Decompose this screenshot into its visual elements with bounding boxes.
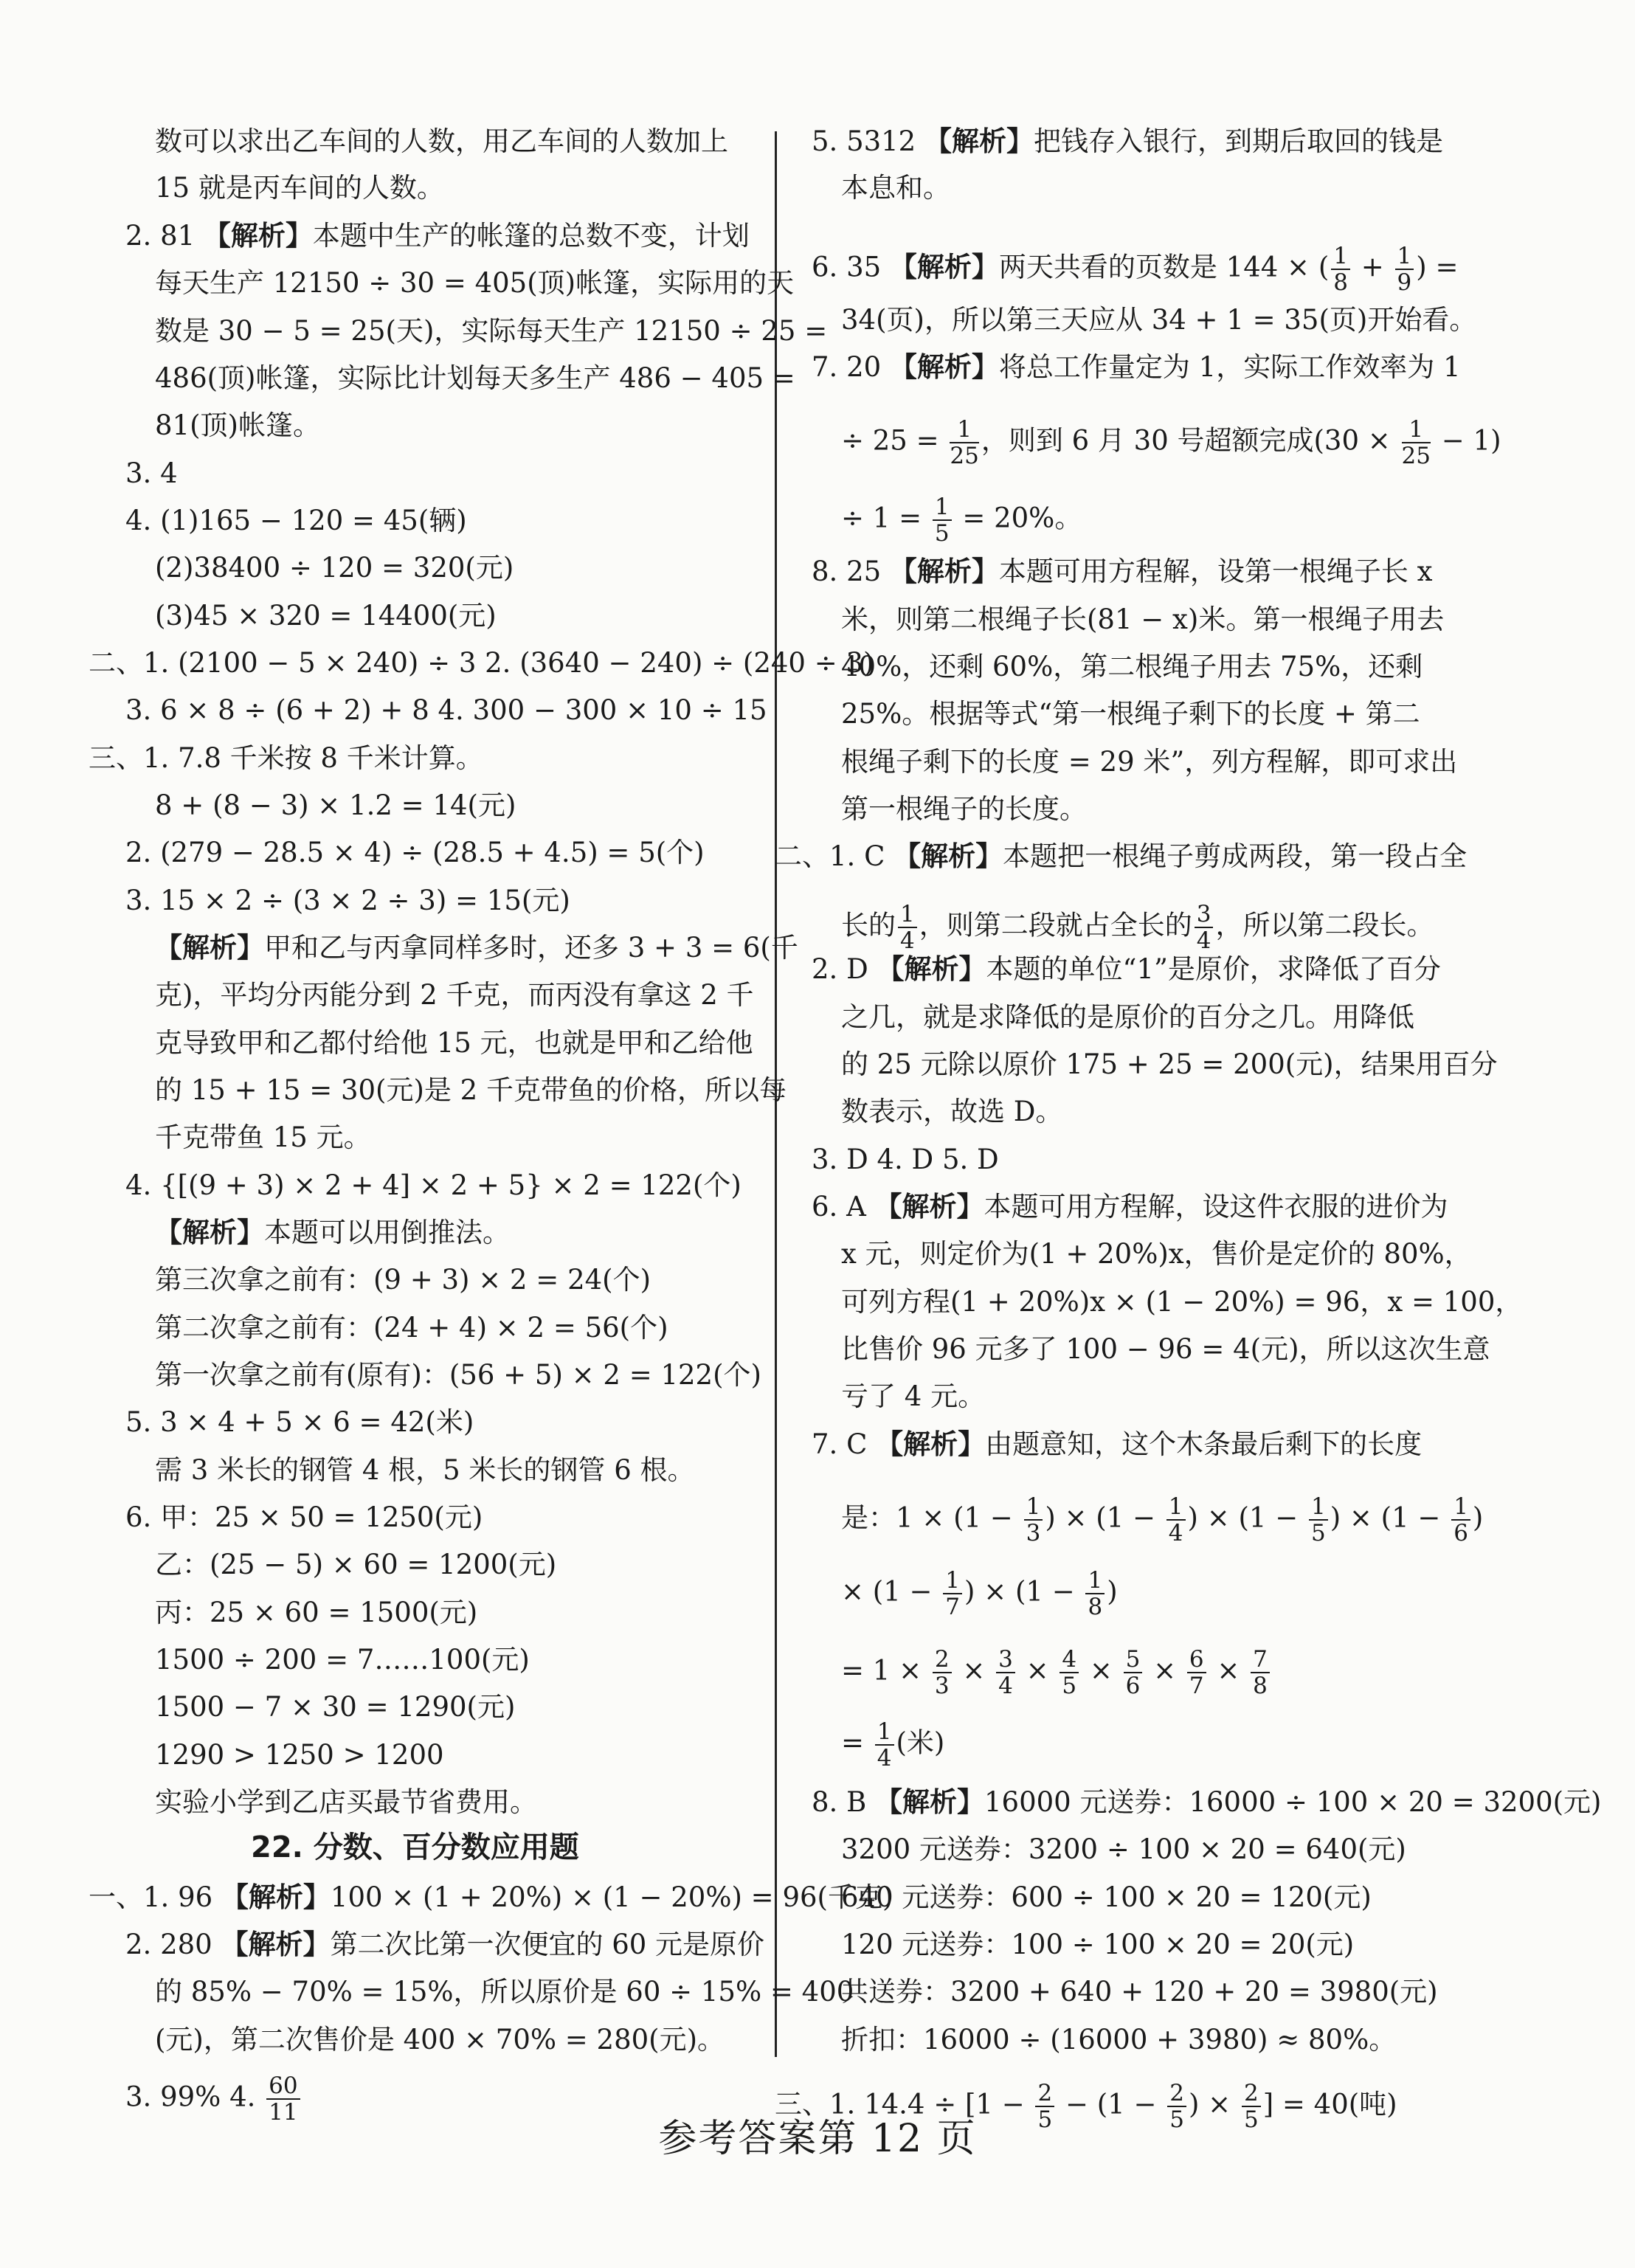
answer-line: [155, 1597, 477, 1629]
text-run: × (1 −: [841, 1575, 941, 1608]
analysis-tag: 【解析】: [203, 220, 313, 252]
answer-line: [812, 953, 1441, 986]
answer-line: [841, 604, 1444, 636]
text-run: =: [841, 1726, 873, 1759]
text-run: 81(顶)帐篷。: [155, 409, 320, 441]
analysis-tag: 【解析】: [221, 1881, 331, 1913]
text-run: 的 85% − 70% = 15%，所以原价是 60 ÷ 15% = 400: [155, 1976, 854, 2008]
answer-line: [841, 1567, 1118, 1620]
text-run: 三、1. 7.8 千米按 8 千米计算。: [89, 742, 483, 774]
answer-line: [841, 698, 1420, 730]
analysis-tag: 【解析】: [874, 1191, 984, 1223]
text-run: 100 × (1 + 20%) × (1 − 20%) = 96(千克): [330, 1881, 893, 1913]
text-run: 数是 30 − 5 = 25(天)，实际每天生产 12150 ÷ 25 =: [155, 315, 828, 347]
fraction-numerator: 2: [933, 1647, 952, 1673]
text-run: 15 就是丙车间的人数。: [155, 172, 444, 204]
fraction-numerator: 1: [898, 902, 917, 928]
text-run: 克导致甲和乙都付给他 15 元，也就是甲和乙给他: [155, 1027, 753, 1059]
answer-line: [155, 1217, 510, 1249]
text-run: ×: [1208, 1654, 1249, 1687]
answer-line: [155, 1691, 515, 1724]
text-run: 第三次拿之前有：(9 + 3) × 2 = 24(个): [155, 1264, 651, 1296]
fraction-numerator: 1: [933, 494, 952, 521]
analysis-tag: 【解析】: [875, 1786, 985, 1818]
text-run: 第二次拿之前有：(24 + 4) × 2 = 56(个): [155, 1312, 668, 1344]
fraction-numerator: 1: [950, 417, 978, 443]
fraction: [1085, 1568, 1105, 1619]
text-run: 数可以求出乙车间的人数，用乙车间的人数加上: [155, 125, 728, 157]
analysis-tag: 【解析】: [876, 1428, 986, 1460]
fraction-numerator: 2: [1242, 2081, 1261, 2107]
text-run: ) ×: [1188, 2088, 1240, 2120]
text-run: ) =: [1416, 251, 1459, 283]
fraction-numerator: 4: [1060, 1647, 1079, 1673]
answer-line: [841, 651, 1423, 683]
analysis-tag: 【解析】: [893, 840, 1003, 872]
fraction-denominator: 4: [998, 1673, 1013, 1699]
text-run: 的 25 元除以原价 175 + 25 = 200(元)，结果用百分: [841, 1048, 1498, 1080]
fraction: [1395, 243, 1414, 295]
text-run: 3. 99% 4.: [125, 2081, 265, 2113]
fraction: [933, 494, 952, 546]
fraction-denominator: 3: [1026, 1520, 1041, 1546]
text-run: 可列方程(1 + 20%)x × (1 − 20%) = 96，x = 100，: [841, 1286, 1523, 1318]
fraction: [1331, 243, 1350, 295]
item-number: 5. 5312: [812, 125, 924, 157]
answer-line: [841, 2024, 1396, 2056]
answer-line: [155, 789, 516, 822]
fraction-numerator: 1: [1451, 1494, 1470, 1521]
fraction-numerator: 1: [1402, 417, 1431, 443]
answer-line: [125, 885, 570, 917]
answer-line: [125, 837, 705, 869]
text-run: ×: [953, 1654, 995, 1687]
answer-line: [812, 1786, 1602, 1819]
text-run: 本题中生产的帐篷的总数不变，计划: [312, 220, 750, 252]
text-run: 486(顶)帐篷，实际比计划每天多生产 486 − 405 =: [155, 362, 795, 394]
fraction: [1124, 1647, 1143, 1698]
fraction-denominator: 8: [1253, 1673, 1268, 1699]
fraction-denominator: 11: [269, 2099, 298, 2126]
analysis-tag: 【解析】: [877, 953, 986, 985]
text-run: 1500 − 7 × 30 = 1290(元): [155, 1691, 516, 1723]
fraction-numerator: 1: [943, 1568, 962, 1594]
analysis-tag: 【解析】: [155, 932, 264, 964]
fraction-denominator: 4: [877, 1745, 892, 1771]
text-run: ) × (1 −: [1045, 1501, 1164, 1534]
item-number: 8. B: [812, 1786, 876, 1818]
text-run: 本息和。: [841, 172, 950, 204]
answer-line: [155, 932, 798, 964]
fraction-numerator: 1: [1309, 1494, 1328, 1521]
text-run: ) × (1 −: [964, 1575, 1084, 1608]
text-run: 6. 甲：25 × 50 = 1250(元): [125, 1501, 483, 1533]
text-run: 34(页)，所以第三天应从 34 + 1 = 35(页)开始看。: [841, 304, 1477, 336]
fraction-numerator: 1: [1166, 1494, 1186, 1521]
text-run: 本题可用方程解，设第一根绳子长 x: [998, 556, 1433, 587]
fraction: [950, 417, 978, 469]
text-run: 乙：(25 − 5) × 60 = 1200(元): [155, 1549, 557, 1580]
text-run: 1500 ÷ 200 = 7……100(元): [155, 1644, 530, 1676]
fraction-numerator: 1: [875, 1719, 894, 1746]
answer-line: [155, 1549, 556, 1581]
text-run: ] = 40(吨): [1262, 2088, 1397, 2120]
text-run: ，所以第二段长。: [1215, 909, 1434, 941]
fraction-denominator: 4: [1168, 1520, 1183, 1546]
fraction: [933, 1647, 952, 1698]
fraction-denominator: 5: [1310, 1520, 1326, 1546]
answer-line: [155, 2024, 725, 2056]
fraction-denominator: 4: [900, 927, 915, 954]
item-number: 6. A: [812, 1191, 875, 1223]
item-number: 6. 35: [812, 251, 890, 283]
answer-line: [841, 1333, 1490, 1366]
text-run: 克)，平均分丙能分到 2 千克，而丙没有拿这 2 千: [155, 979, 754, 1011]
answer-line: [812, 1428, 1422, 1461]
text-run: 三、1. 14.4 ÷ [1 −: [775, 2088, 1034, 2120]
text-run: 米，则第二根绳子长(81 − x)米。第一根绳子用去: [841, 604, 1445, 635]
answer-line: [841, 1048, 1498, 1081]
answer-line: [125, 2072, 303, 2126]
text-run: x 元，则定价为(1 + 20%)x，售价是定价的 80%，: [841, 1238, 1472, 1270]
answer-line: [841, 1380, 985, 1413]
answer-line: [812, 1144, 999, 1176]
fraction-denominator: 8: [1088, 1594, 1103, 1620]
section-title: 22. 分数、百分数应用题: [251, 1830, 579, 1864]
text-run: 3200 元送券：3200 ÷ 100 × 20 = 640(元): [841, 1833, 1406, 1865]
answer-line: [125, 505, 467, 537]
fraction: [1060, 1647, 1079, 1698]
text-run: +: [1352, 251, 1393, 283]
answer-line: [841, 1493, 1484, 1546]
answer-line: [841, 1976, 1438, 2008]
text-run: ×: [1144, 1654, 1185, 1687]
answer-line: [841, 416, 1501, 469]
text-run: 千克带鱼 15 元。: [155, 1121, 371, 1153]
answer-line: [155, 552, 514, 584]
fraction-denominator: 7: [945, 1594, 960, 1620]
answer-line: [841, 1286, 1522, 1318]
text-run: 16000 元送券：16000 ÷ 100 × 20 = 3200(元): [984, 1786, 1602, 1818]
fraction-denominator: 5: [1243, 2106, 1259, 2133]
text-run: 第一根绳子的长度。: [841, 793, 1087, 825]
page-footer: 参考答案第 12 页: [658, 2117, 977, 2161]
text-run: 3. D 4. D 5. D: [812, 1144, 999, 1175]
text-run: ): [1107, 1575, 1118, 1608]
answer-line: [125, 1169, 742, 1202]
answer-line: [155, 1644, 530, 1676]
text-run: 40%，还剩 60%，第二根绳子用去 75%，还剩: [841, 651, 1423, 682]
text-run: 共送券：3200 + 640 + 120 + 20 = 3980(元): [841, 1976, 1438, 2008]
text-run: 需 3 米长的钢管 4 根，5 米长的钢管 6 根。: [155, 1454, 695, 1486]
text-run: 本题的单位“1”是原价，求降低了百分: [986, 953, 1441, 985]
text-run: 把钱存入银行，到期后取回的钱是: [1034, 125, 1443, 157]
item-number: 2. 280: [125, 1929, 221, 1960]
answer-line: [841, 746, 1457, 778]
answer-line: [841, 494, 1082, 547]
item-number: 二、1. C: [775, 840, 894, 872]
text-run: 由题意知，这个木条最后剩下的长度: [985, 1428, 1423, 1460]
text-run: 120 元送券：100 ÷ 100 × 20 = 20(元): [841, 1929, 1355, 1960]
text-run: 实验小学到乙店买最节省费用。: [155, 1786, 537, 1818]
text-run: 将总工作量定为 1，实际工作效率为 1: [998, 351, 1461, 383]
answer-line: [155, 1121, 371, 1154]
text-run: ，则第二段就占全长的: [919, 909, 1192, 941]
text-run: 是：1 × (1 −: [841, 1501, 1022, 1534]
text-run: 根绳子剩下的长度 = 29 米”，列方程解，即可求出: [841, 746, 1458, 778]
text-run: (2)38400 ÷ 120 = 320(元): [155, 552, 514, 584]
fraction-denominator: 6: [1453, 1520, 1468, 1546]
fraction-denominator: 6: [1125, 1673, 1141, 1699]
item-number: 7. 20: [812, 351, 890, 383]
text-run: 640 元送券：600 ÷ 100 × 20 = 120(元): [841, 1881, 1372, 1913]
text-run: 8 + (8 − 3) × 1.2 = 14(元): [155, 789, 516, 821]
answer-line: [89, 1881, 893, 1914]
text-run: 甲和乙与丙拿同样多时，还多 3 + 3 = 6(千: [264, 932, 798, 964]
answer-line: [155, 267, 794, 300]
fraction: [898, 902, 917, 953]
analysis-tag: 【解析】: [889, 251, 999, 283]
answer-line: [155, 362, 795, 395]
item-number: 7. C: [812, 1428, 877, 1460]
item-number: 2. D: [812, 953, 877, 985]
fraction: [1402, 417, 1431, 469]
analysis-tag: 【解析】: [924, 125, 1034, 157]
fraction-numerator: 1: [1085, 1568, 1105, 1594]
text-run: 5. 3 × 4 + 5 × 6 = 42(米): [125, 1406, 474, 1438]
answer-line: [841, 304, 1476, 336]
answer-line: [812, 556, 1433, 588]
text-run: ×: [1017, 1654, 1058, 1687]
answer-line: [841, 1646, 1272, 1699]
fraction-denominator: 9: [1397, 269, 1412, 296]
text-run: ×: [1081, 1654, 1121, 1687]
fraction-denominator: 5: [1062, 1673, 1077, 1699]
text-run: ，则到 6 月 30 号超额完成(30 ×: [981, 424, 1400, 457]
answer-line: [155, 1027, 753, 1059]
answer-line: [155, 1454, 695, 1487]
answer-line: [155, 315, 827, 348]
text-run: 亏了 4 元。: [841, 1380, 986, 1412]
fraction-denominator: 8: [1333, 269, 1348, 296]
answer-line: [841, 1096, 1062, 1128]
fraction-denominator: 5: [1169, 2106, 1184, 2133]
text-run: 二、1. (2100 − 5 × 240) ÷ 3 2. (3640 − 240) ÷ (240 ÷ 3): [89, 647, 874, 679]
answer-line: [812, 125, 1443, 158]
answer-line: [155, 1074, 787, 1107]
item-number: 2. 81: [125, 220, 204, 252]
fraction: [1251, 1647, 1270, 1698]
answer-line: [125, 1501, 483, 1534]
fraction: [943, 1568, 962, 1619]
fraction-numerator: 1: [1395, 243, 1414, 270]
answer-line: [155, 1359, 761, 1391]
answer-line: [812, 243, 1459, 296]
answer-line: [155, 1312, 668, 1344]
fraction-denominator: 25: [1401, 443, 1431, 469]
fraction-denominator: 25: [950, 443, 979, 469]
answer-line: [841, 1238, 1472, 1270]
text-run: ÷ 25 =: [841, 424, 948, 457]
fraction-numerator: 1: [1331, 243, 1350, 270]
fraction: [875, 1719, 894, 1771]
fraction: [996, 1647, 1015, 1698]
answer-line: [155, 409, 320, 442]
analysis-tag: 【解析】: [889, 351, 999, 383]
text-run: 丙：25 × 60 = 1500(元): [155, 1597, 478, 1628]
fraction-numerator: 2: [1035, 2081, 1054, 2107]
item-number: 8. 25: [812, 556, 890, 587]
text-run: (米): [896, 1726, 945, 1759]
fraction: [1166, 1494, 1186, 1546]
answer-line: [155, 1264, 651, 1296]
fraction-numerator: 60: [266, 2073, 300, 2100]
analysis-tag: 【解析】: [155, 1217, 264, 1248]
text-run: 本题可以用倒推法。: [264, 1217, 510, 1248]
text-run: 4. {[(9 + 3) × 2 + 4] × 2 + 5} × 2 = 122(个): [125, 1169, 742, 1201]
answer-line: [775, 840, 1467, 873]
answer-line: [812, 351, 1461, 384]
text-run: 本题把一根绳子剪成两段，第一段占全: [1003, 840, 1468, 872]
text-run: 3. 4: [125, 457, 178, 489]
fraction: [1024, 1494, 1043, 1546]
fraction-numerator: 3: [1195, 902, 1214, 928]
text-run: − (1 −: [1057, 2088, 1166, 2120]
text-run: 折扣：16000 ÷ (16000 + 3980) ≈ 80%。: [841, 2024, 1397, 2056]
fraction: [1195, 902, 1214, 953]
text-run: 一、1. 96: [89, 1881, 221, 1913]
text-run: ): [1472, 1501, 1484, 1534]
fraction-numerator: 6: [1187, 1647, 1206, 1673]
text-run: 2. (279 − 28.5 × 4) ÷ (28.5 + 4.5) = 5(个): [125, 837, 705, 868]
answer-line: [155, 600, 497, 632]
text-run: 第一次拿之前有(原有)：(56 + 5) × 2 = 122(个): [155, 1359, 761, 1391]
answer-line: [812, 1191, 1448, 1223]
fraction-denominator: 5: [1037, 2106, 1053, 2133]
fraction-numerator: 3: [996, 1647, 1015, 1673]
fraction-denominator: 7: [1189, 1673, 1204, 1699]
analysis-tag: 【解析】: [221, 1929, 331, 1960]
fraction-numerator: 7: [1251, 1647, 1270, 1673]
text-run: 本题可用方程解，设这件衣服的进价为: [984, 1191, 1448, 1223]
answer-line: [841, 901, 1434, 954]
text-run: 3. 6 × 8 ÷ (6 + 2) + 8 4. 300 − 300 × 10 ÷ 15: [125, 694, 767, 726]
text-run: 比售价 96 元多了 100 − 96 = 4(元)，所以这次生意: [841, 1333, 1490, 1365]
answer-line: [155, 1976, 854, 2008]
text-run: 每天生产 12150 ÷ 30 = 405(顶)帐篷，实际用的天: [155, 267, 795, 299]
fraction-denominator: 3: [934, 1673, 950, 1699]
fraction: [1187, 1647, 1206, 1698]
answer-line: [841, 1718, 945, 1771]
text-run: − 1): [1433, 424, 1501, 457]
text-run: 4. (1)165 − 120 = 45(辆): [125, 505, 467, 536]
answer-line: [89, 647, 874, 680]
answer-line: [125, 1929, 764, 1961]
fraction-denominator: 4: [1196, 927, 1211, 954]
answer-line: [125, 457, 178, 490]
text-run: (元)，第二次售价是 400 × 70% = 280(元)。: [155, 2024, 725, 2056]
answer-line: [125, 220, 750, 252]
answer-line: [841, 793, 1087, 826]
answer-line: [841, 1833, 1406, 1866]
answer-line: [841, 1929, 1354, 1961]
text-run: (3)45 × 320 = 14400(元): [155, 600, 497, 632]
fraction-denominator: 5: [934, 520, 950, 547]
text-run: 长的: [841, 909, 896, 941]
answer-line: [125, 694, 767, 727]
text-run: ) × (1 −: [1330, 1501, 1450, 1534]
text-run: 25%。根据等式“第一根绳子剩下的长度 + 第二: [841, 698, 1420, 730]
text-run: = 20%。: [953, 502, 1082, 534]
fraction-numerator: 5: [1124, 1647, 1143, 1673]
answer-line: [841, 1001, 1414, 1034]
answer-line: [155, 172, 444, 204]
text-run: 1290 > 1250 > 1200: [155, 1739, 444, 1771]
text-run: 之几，就是求降低的是原价的百分之几。用降低: [841, 1001, 1414, 1033]
answer-line: [841, 172, 950, 204]
text-run: 数表示，故选 D。: [841, 1096, 1063, 1127]
answer-line: [155, 979, 754, 1012]
text-run: 的 15 + 15 = 30(元)是 2 千克带鱼的价格，所以每: [155, 1074, 787, 1106]
text-run: ) × (1 −: [1187, 1501, 1307, 1534]
answer-line: [125, 1406, 474, 1439]
fraction: [1309, 1494, 1328, 1546]
text-run: 3. 15 × 2 ÷ (3 × 2 ÷ 3) = 15(元): [125, 885, 570, 916]
fraction-numerator: 2: [1167, 2081, 1186, 2107]
fraction-numerator: 1: [1024, 1494, 1043, 1521]
text-run: = 1 ×: [841, 1654, 930, 1687]
fraction: [1451, 1494, 1470, 1546]
answer-line: [155, 1786, 537, 1819]
text-run: ÷ 1 =: [841, 502, 930, 534]
answer-line: [155, 1739, 444, 1771]
text-run: 第二次比第一次便宜的 60 元是原价: [330, 1929, 765, 1960]
analysis-tag: 【解析】: [889, 556, 999, 587]
answer-line: [155, 125, 728, 158]
answer-line: [89, 742, 483, 775]
answer-line: [841, 1881, 1372, 1914]
text-run: 两天共看的页数是 144 × (: [998, 251, 1330, 283]
